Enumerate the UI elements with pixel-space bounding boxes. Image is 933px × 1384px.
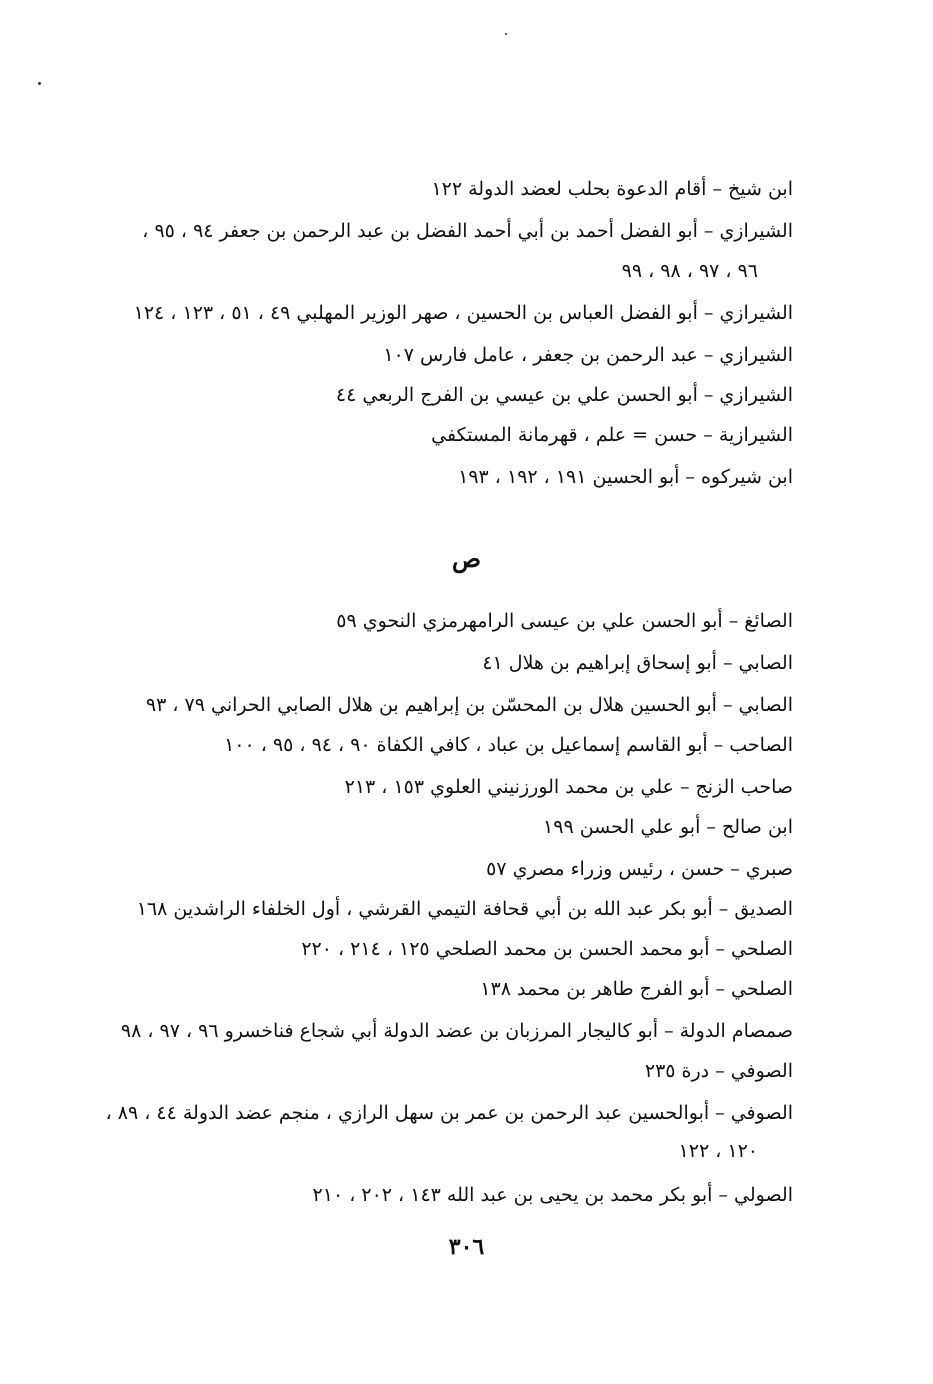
index-entry: الشيرازي – أبو الحسن علي بن عيسي بن الفرج الربعي ٤٤ [335,384,793,406]
index-entry: الصلحي – أبو الفرج طاهر بن محمد ١٣٨ [480,978,793,1000]
index-entry: صمصام الدولة – أبو كاليجار المرزبان بن عضد الدولة أبي شجاع فناخسرو ٩٦ ، ٩٧ ، ٩٨ [120,1020,793,1042]
index-entry: الصابي – أبو إسحاق إبراهيم بن هلال ٤١ [482,652,793,674]
index-entry: الشيرازي – أبو الفضل العباس بن الحسين ، صهر الوزير المهلبي ٤٩ ، ٥١ ، ١٢٣ ، ١٢٤ [133,302,793,324]
index-entry: ابن شيخ – أقام الدعوة بحلب لعضد الدولة ١٢٢ [431,178,793,200]
index-entry: الصولي – أبو بكر محمد بن يحيى بن عبد الله ١٤٣ ، ٢٠٢ ، ٢١٠ [312,1184,793,1206]
section-letter-heading: ص [451,544,481,573]
index-entry: الشيرازي – عبد الرحمن بن جعفر ، عامل فارس ١٠٧ [383,344,793,366]
page-number: ٣٠٦ [448,1234,485,1260]
index-entry-continuation: ٩٦ ، ٩٧ ، ٩٨ ، ٩٩ [621,260,758,282]
index-entry: الشيرازي – أبو الفضل أحمد بن أبي أحمد الفضل بن عبد الرحمن بن جعفر ٩٤ ، ٩٥ ، [142,220,793,242]
index-entry: صاحب الزنج – علي بن محمد الورزنيني العلوي ١٥٣ ، ٢١٣ [344,776,793,798]
index-entry: الصائغ – أبو الحسن علي بن عيسى الرامهرمزي النحوي ٥٩ [336,610,793,632]
index-entry: الصوفي – درة ٢٣٥ [644,1060,793,1082]
index-entry: صبري – حسن ، رئيس وزراء مصري ٥٧ [486,858,793,880]
index-entry: الشيرازية – حسن = علم ، قهرمانة المستكفي [431,424,793,446]
index-entry-continuation: ١٢٠ ، ١٢٢ [678,1140,758,1162]
index-entry: الصاحب – أبو القاسم إسماعيل بن عباد ، كافي الكفاة ٩٠ ، ٩٤ ، ٩٥ ، ١٠٠ [224,734,793,756]
index-entry: ابن صالح – أبو علي الحسن ١٩٩ [543,816,793,838]
speck-mark [505,33,507,35]
index-entry: الصوفي – أبوالحسين عبد الرحمن بن عمر بن سهل الرازي ، منجم عضد الدولة ٤٤ ، ٨٩ ، [105,1102,793,1124]
index-entry: ابن شيركوه – أبو الحسين ١٩١ ، ١٩٢ ، ١٩٣ [458,466,793,488]
speck-mark [38,82,41,85]
index-entry: الصلحي – أبو محمد الحسن بن محمد الصلحي ١٢٥ ، ٢١٤ ، ٢٢٠ [301,938,793,960]
index-entry: الصديق – أبو بكر عبد الله بن أبي قحافة التيمي القرشي ، أول الخلفاء الراشدين ١٦٨ [136,898,793,920]
index-entry: الصابي – أبو الحسين هلال بن المحسّن بن إبراهيم بن هلال الصابي الحراني ٧٩ ، ٩٣ [145,694,793,716]
